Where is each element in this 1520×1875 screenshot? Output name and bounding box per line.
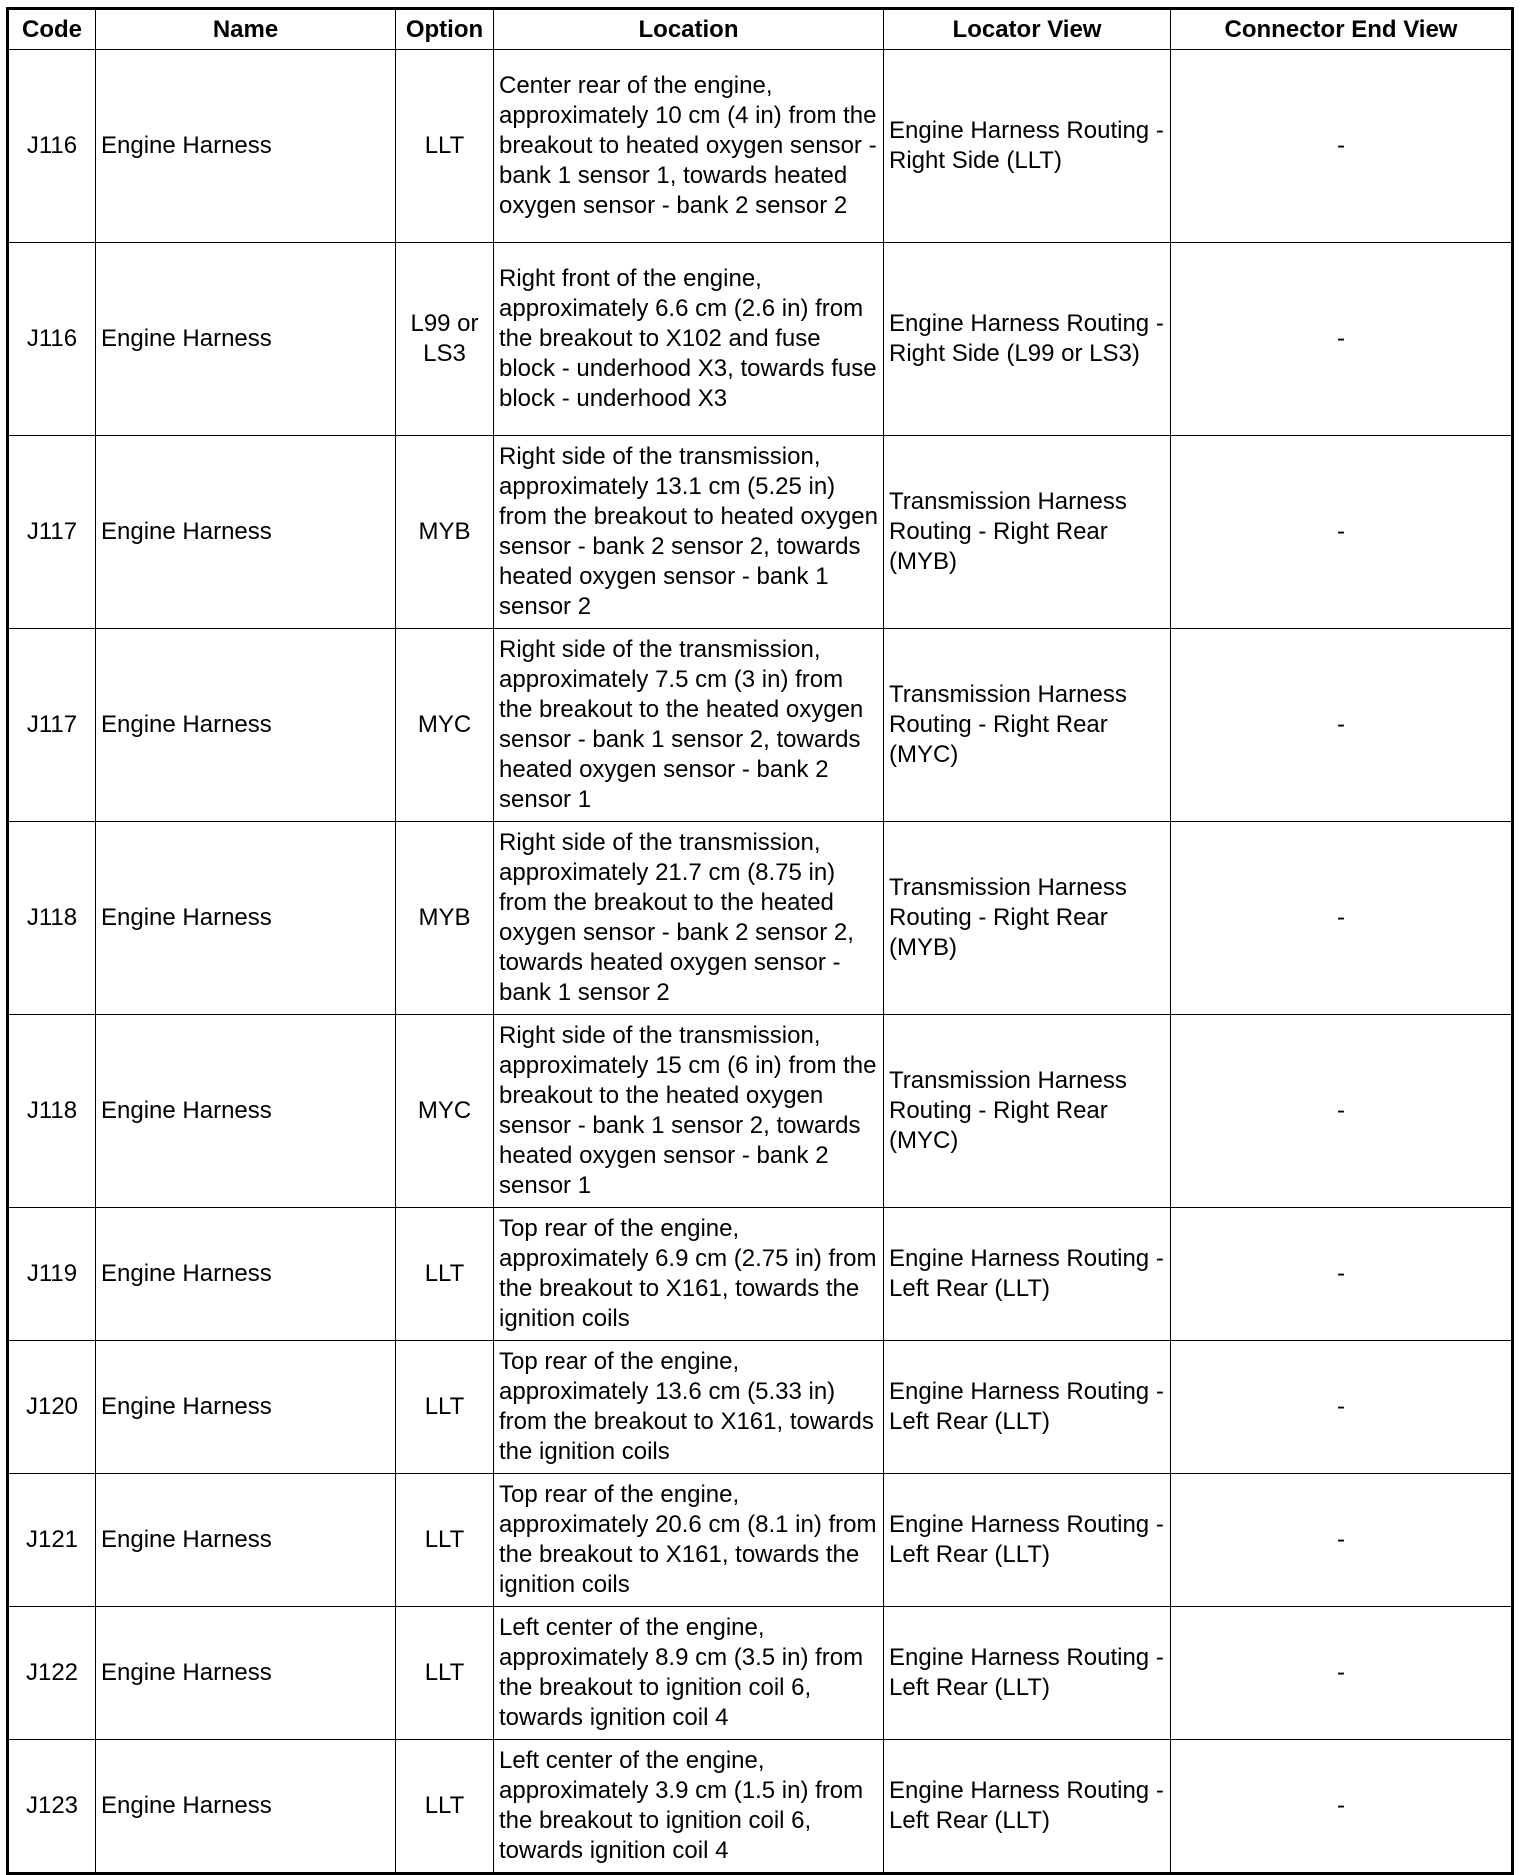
cell-location: Left center of the engine, approximately 8.9 cm (3.5 in) from the breakout to ignition coil 6, towards ignition coil 4: [494, 1607, 884, 1740]
cell-option: LLT: [396, 1607, 494, 1740]
cell-name: Engine Harness: [96, 1015, 396, 1208]
cell-connector-end-view: -: [1171, 1474, 1513, 1607]
cell-connector-end-view: -: [1171, 243, 1513, 436]
cell-locator-view: Engine Harness Routing - Left Rear (LLT): [884, 1607, 1171, 1740]
cell-locator-view: Engine Harness Routing - Right Side (L99 or LS3): [884, 243, 1171, 436]
cell-option: MYB: [396, 436, 494, 629]
header-code: Code: [8, 9, 96, 50]
table-row: [8, 243, 1513, 436]
cell-location: Top rear of the engine, approximately 20.6 cm (8.1 in) from the breakout to X161, towards the ignition coils: [494, 1474, 884, 1607]
cell-option: MYC: [396, 1015, 494, 1208]
cell-location: Top rear of the engine, approximately 13.6 cm (5.33 in) from the breakout to X161, towards the ignition coils: [494, 1341, 884, 1474]
cell-location: Right side of the transmission, approximately 13.1 cm (5.25 in) from the breakout to heated oxygen sensor - bank 2 sensor 2, towards heated oxygen sensor - bank 1 sensor 2: [494, 436, 884, 629]
cell-name: Engine Harness: [96, 822, 396, 1015]
cell-locator-view: Engine Harness Routing - Left Rear (LLT): [884, 1474, 1171, 1607]
cell-code: J121: [8, 1474, 96, 1607]
cell-code: J123: [8, 1740, 96, 1874]
cell-option: MYC: [396, 629, 494, 822]
cell-code: J119: [8, 1208, 96, 1341]
table-row: [8, 629, 1513, 822]
cell-code: J117: [8, 629, 96, 822]
header-location: Location: [494, 9, 884, 50]
cell-locator-view: Engine Harness Routing - Left Rear (LLT): [884, 1740, 1171, 1874]
table-row: [8, 1740, 1513, 1874]
cell-code: J118: [8, 1015, 96, 1208]
table-row: [8, 1474, 1513, 1607]
harness-location-table: [6, 7, 1514, 1875]
cell-connector-end-view: -: [1171, 1208, 1513, 1341]
cell-name: Engine Harness: [96, 1208, 396, 1341]
cell-connector-end-view: -: [1171, 1341, 1513, 1474]
cell-locator-view: Transmission Harness Routing - Right Rear (MYB): [884, 822, 1171, 1015]
table-row: [8, 436, 1513, 629]
cell-code: J122: [8, 1607, 96, 1740]
cell-code: J120: [8, 1341, 96, 1474]
cell-name: Engine Harness: [96, 1341, 396, 1474]
cell-option: LLT: [396, 1740, 494, 1874]
cell-option: L99 or LS3: [396, 243, 494, 436]
cell-option: LLT: [396, 50, 494, 243]
header-name: Name: [96, 9, 396, 50]
cell-location: Right front of the engine, approximately 6.6 cm (2.6 in) from the breakout to X102 and fuse block - underhood X3, towards fuse block - underhood X3: [494, 243, 884, 436]
table-row: [8, 50, 1513, 243]
table-row: [8, 1015, 1513, 1208]
cell-name: Engine Harness: [96, 243, 396, 436]
cell-locator-view: Transmission Harness Routing - Right Rear (MYC): [884, 629, 1171, 822]
cell-location: Right side of the transmission, approximately 15 cm (6 in) from the breakout to the heated oxygen sensor - bank 1 sensor 2, towards heated oxygen sensor - bank 2 sensor 1: [494, 1015, 884, 1208]
table-row: [8, 1208, 1513, 1341]
cell-option: MYB: [396, 822, 494, 1015]
table-row: [8, 1607, 1513, 1740]
cell-locator-view: Transmission Harness Routing - Right Rear (MYB): [884, 436, 1171, 629]
cell-location: Right side of the transmission, approximately 7.5 cm (3 in) from the breakout to the heated oxygen sensor - bank 1 sensor 2, towards heated oxygen sensor - bank 2 sensor 1: [494, 629, 884, 822]
cell-name: Engine Harness: [96, 50, 396, 243]
cell-name: Engine Harness: [96, 436, 396, 629]
cell-locator-view: Engine Harness Routing - Left Rear (LLT): [884, 1208, 1171, 1341]
cell-location: Top rear of the engine, approximately 6.9 cm (2.75 in) from the breakout to X161, towards the ignition coils: [494, 1208, 884, 1341]
cell-location: Center rear of the engine, approximately 10 cm (4 in) from the breakout to heated oxygen sensor - bank 1 sensor 1, towards heated oxygen sensor - bank 2 sensor 2: [494, 50, 884, 243]
cell-location: Right side of the transmission, approximately 21.7 cm (8.75 in) from the breakout to the heated oxygen sensor - bank 2 sensor 2, towards heated oxygen sensor - bank 1 sensor 2: [494, 822, 884, 1015]
cell-connector-end-view: -: [1171, 629, 1513, 822]
cell-name: Engine Harness: [96, 1607, 396, 1740]
header-row: [8, 9, 1513, 50]
cell-locator-view: Engine Harness Routing - Right Side (LLT): [884, 50, 1171, 243]
cell-locator-view: Transmission Harness Routing - Right Rear (MYC): [884, 1015, 1171, 1208]
cell-code: J118: [8, 822, 96, 1015]
cell-option: LLT: [396, 1474, 494, 1607]
cell-connector-end-view: -: [1171, 1607, 1513, 1740]
header-option: Option: [396, 9, 494, 50]
cell-connector-end-view: -: [1171, 1015, 1513, 1208]
cell-option: LLT: [396, 1341, 494, 1474]
table-row: [8, 1341, 1513, 1474]
cell-code: J116: [8, 50, 96, 243]
cell-name: Engine Harness: [96, 1474, 396, 1607]
cell-connector-end-view: -: [1171, 1740, 1513, 1874]
cell-connector-end-view: -: [1171, 436, 1513, 629]
header-connector-end-view: Connector End View: [1171, 9, 1513, 50]
header-locator-view: Locator View: [884, 9, 1171, 50]
table-row: [8, 822, 1513, 1015]
cell-option: LLT: [396, 1208, 494, 1341]
cell-name: Engine Harness: [96, 1740, 396, 1874]
cell-locator-view: Engine Harness Routing - Left Rear (LLT): [884, 1341, 1171, 1474]
cell-location: Left center of the engine, approximately 3.9 cm (1.5 in) from the breakout to ignition coil 6, towards ignition coil 4: [494, 1740, 884, 1874]
cell-name: Engine Harness: [96, 629, 396, 822]
cell-code: J116: [8, 243, 96, 436]
cell-connector-end-view: -: [1171, 50, 1513, 243]
cell-connector-end-view: -: [1171, 822, 1513, 1015]
cell-code: J117: [8, 436, 96, 629]
